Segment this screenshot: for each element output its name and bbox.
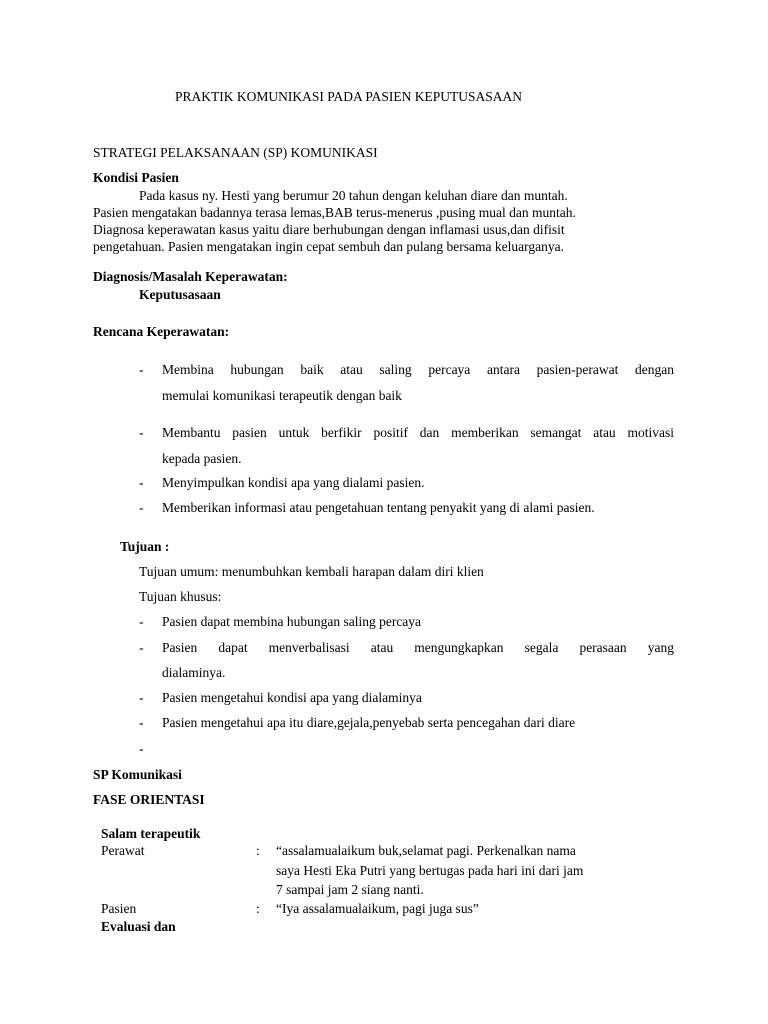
rencana-item-2-line-1: Membantu pasien untuk berfikir positif dan memberikan semangat atau motivasi <box>162 425 674 440</box>
kondisi-line-2: Pasien mengatakan badannya terasa lemas,BAB terus-menerus ,pusing mual dan muntah. <box>93 205 576 220</box>
perawat-line-2: saya Hesti Eka Putri yang bertugas pada hari ini dari jam <box>276 863 584 878</box>
document-title: PRAKTIK KOMUNIKASI PADA PASIEN KEPUTUSASAAN <box>175 89 523 104</box>
kondisi-line-4: pengetahuan. Pasien mengatakan ingin cepat sembuh dan pulang bersama keluarganya. <box>93 239 564 254</box>
speaker-colon: : <box>256 901 260 916</box>
list-bullet-empty: - <box>139 741 144 756</box>
list-bullet: - <box>139 425 144 440</box>
diagnosis-value: Keputusasaan <box>139 287 221 302</box>
perawat-line-3: 7 sampai jam 2 siang nanti. <box>276 882 424 897</box>
section-title-strategi: STRATEGI PELAKSANAAN (SP) KOMUNIKASI <box>93 145 378 160</box>
kondisi-heading: Kondisi Pasien <box>93 170 179 185</box>
tujuan-item-2-line-2: dialaminya. <box>162 665 226 680</box>
list-bullet: - <box>139 715 144 730</box>
salam-heading: Salam terapeutik <box>101 826 201 841</box>
list-bullet: - <box>139 614 144 629</box>
sp-heading: SP Komunikasi <box>93 767 182 782</box>
tujuan-item-1: Pasien dapat membina hubungan saling percaya <box>162 614 422 629</box>
pasien-line-1: “Iya assalamualaikum, pagi juga sus” <box>276 901 479 916</box>
rencana-item-3: Menyimpulkan kondisi apa yang dialami pasien. <box>162 475 425 490</box>
diagnosis-heading: Diagnosis/Masalah Keperawatan: <box>93 269 288 284</box>
list-bullet: - <box>139 362 144 377</box>
speaker-colon: : <box>256 843 260 858</box>
tujuan-khusus-label: Tujuan khusus: <box>139 589 222 604</box>
list-bullet: - <box>139 475 144 490</box>
list-bullet: - <box>139 640 144 655</box>
speaker-pasien: Pasien <box>101 901 137 916</box>
rencana-item-1-line-2: memulai komunikasi terapeutik dengan baik <box>162 388 402 403</box>
tujuan-item-3: Pasien mengetahui kondisi apa yang dialaminya <box>162 690 422 705</box>
tujuan-item-2-line-1: Pasien dapat menverbalisasi atau mengungkapkan segala perasaan yang <box>162 640 674 655</box>
tujuan-heading: Tujuan : <box>120 539 170 554</box>
fase-orientasi-heading: FASE ORIENTASI <box>93 792 205 807</box>
list-bullet: - <box>139 500 144 515</box>
tujuan-item-4: Pasien mengetahui apa itu diare,gejala,penyebab serta pencegahan dari diare <box>162 715 576 730</box>
list-bullet: - <box>139 690 144 705</box>
rencana-item-1-line-1: Membina hubungan baik atau saling percaya antara pasien-perawat dengan <box>162 362 674 377</box>
tujuan-umum: Tujuan umum: menumbuhkan kembali harapan dalam diri klien <box>139 564 484 579</box>
rencana-item-4: Memberikan informasi atau pengetahuan tentang penyakit yang di alami pasien. <box>162 500 595 515</box>
rencana-heading: Rencana Keperawatan: <box>93 324 230 339</box>
rencana-item-2-line-2: kepada pasien. <box>162 451 242 466</box>
perawat-line-1: “assalamualaikum buk,selamat pagi. Perkenalkan nama <box>276 843 576 858</box>
speaker-perawat: Perawat <box>101 843 145 858</box>
kondisi-line-3: Diagnosa keperawatan kasus yaitu diare berhubungan dengan inflamasi usus,dan difisit <box>93 222 565 237</box>
evaluasi-heading: Evaluasi dan <box>101 919 176 934</box>
kondisi-line-1: Pada kasus ny. Hesti yang berumur 20 tahun dengan keluhan diare dan muntah. <box>139 188 568 203</box>
